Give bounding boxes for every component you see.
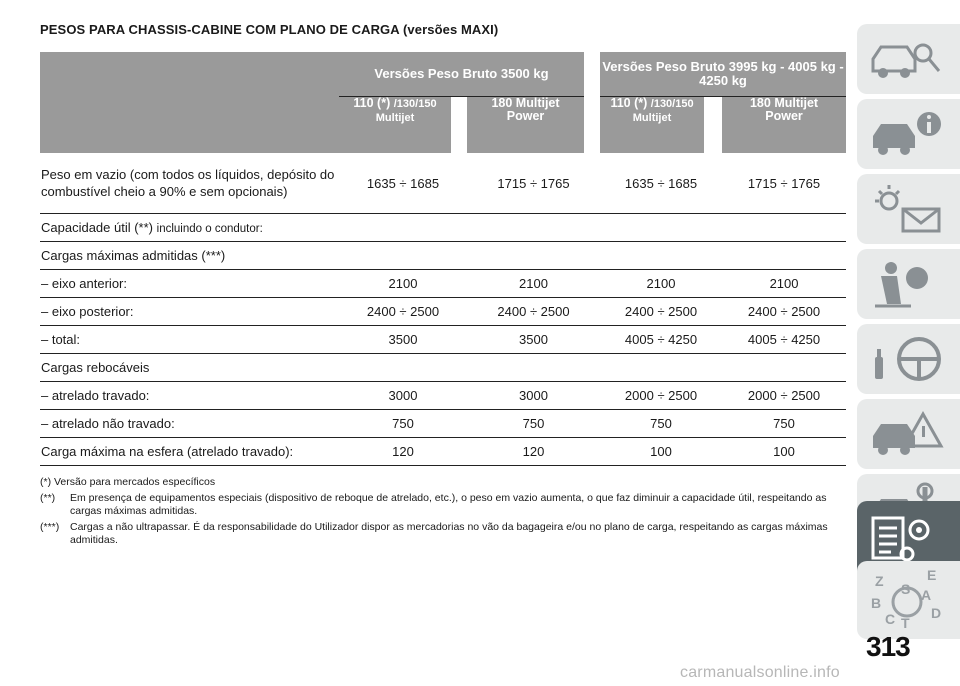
chapter-tab-warnings[interactable]: [857, 174, 960, 244]
car-warning-icon: [867, 406, 947, 462]
index-letter: A: [921, 587, 932, 603]
header-engine-col3: [600, 97, 704, 154]
index-letter: E: [927, 568, 937, 583]
footnote-mark: (***): [40, 520, 60, 533]
cell-value: 100: [722, 438, 846, 466]
index-letter: C: [885, 611, 896, 627]
cell-value: 3500: [467, 326, 600, 354]
cell-value: 1715 ÷ 1765: [722, 153, 846, 214]
row-label: – eixo posterior:: [40, 298, 339, 326]
steering-wheel-icon: [867, 331, 947, 387]
chapter-tab-driving[interactable]: [857, 324, 960, 394]
cell-value: 2400 ÷ 2500: [722, 298, 846, 326]
table-row: [40, 270, 846, 298]
chapter-tab-dashboard[interactable]: [857, 24, 960, 94]
table-row: [40, 438, 846, 466]
row-label: Cargas máximas admitidas (***): [40, 242, 846, 270]
warning-lights-icon: [867, 181, 947, 237]
cell-value: 3000: [467, 382, 600, 410]
cell-value: 2100: [339, 270, 467, 298]
footnote-mark: (**): [40, 491, 56, 504]
cell-value: 120: [339, 438, 467, 466]
cell-value: 2100: [722, 270, 846, 298]
row-label: – eixo anterior:: [40, 270, 339, 298]
cell-value: 2400 ÷ 2500: [600, 298, 722, 326]
header-engine-col2: [467, 97, 584, 154]
table-row: [40, 326, 846, 354]
page-number: 313: [866, 631, 910, 662]
engine-variant: Power: [765, 109, 803, 123]
cell-value: 1635 ÷ 1685: [339, 153, 467, 214]
index-letter: Z: [875, 573, 884, 589]
engine-variant: /130/150: [393, 98, 437, 110]
header-group-4250: Versões Peso Bruto 3995 kg - 4005 kg - 4250 kg: [600, 52, 846, 97]
page-title: PESOS PARA CHASSIS-CABINE COM PLANO DE CARGA (versões MAXI): [40, 22, 499, 37]
cell-value: 750: [600, 410, 722, 438]
header-gap: [704, 97, 722, 154]
footnote-text: Cargas a não ultrapassar. É da responsabilidade do Utilizador dispor as mercadorias no vão da bagageira e/ou no plano de carga, respeitando as cargas máximas admitidas.: [70, 520, 828, 546]
cell-value: 2100: [467, 270, 600, 298]
weights-table: [40, 52, 846, 466]
table-row: [40, 298, 846, 326]
table-row: [40, 153, 846, 214]
chapter-tab-info[interactable]: [857, 99, 960, 169]
cell-value: 1715 ÷ 1765: [467, 153, 600, 214]
cell-value: 2000 ÷ 2500: [722, 382, 846, 410]
row-label: Cargas rebocáveis: [40, 354, 846, 382]
cell-value: 750: [722, 410, 846, 438]
airbag-seat-icon: [867, 256, 947, 312]
table-row: [40, 354, 846, 382]
engine-label: 110 (*): [353, 96, 391, 110]
footnote-text: (*) Versão para mercados específicos: [40, 476, 216, 488]
row-label-main: Capacidade útil (**): [41, 220, 154, 235]
table-row: [40, 382, 846, 410]
cell-value: 750: [339, 410, 467, 438]
cell-value: 2100: [600, 270, 722, 298]
engine-variant: /130/150: [650, 98, 694, 110]
cell-value: 750: [467, 410, 600, 438]
row-label: [40, 214, 846, 242]
header-gap: [584, 52, 600, 97]
cell-value: 1635 ÷ 1685: [600, 153, 722, 214]
cell-value: 4005 ÷ 4250: [722, 326, 846, 354]
table-row: [40, 242, 846, 270]
header-engine-col1: [339, 97, 451, 154]
row-label: – atrelado não travado:: [40, 410, 339, 438]
chapter-tab-index[interactable]: [857, 561, 960, 639]
cell-value: 2400 ÷ 2500: [467, 298, 600, 326]
row-label: Peso em vazio (com todos os líquidos, depósito do combustível cheio a 90% e sem opcionais): [40, 153, 339, 214]
cell-value: 3500: [339, 326, 467, 354]
engine-label: 180 Multijet: [491, 96, 560, 110]
alphabet-index-icon: [867, 568, 953, 634]
cell-value: 3000: [339, 382, 467, 410]
table-row: [40, 410, 846, 438]
engine-label: 180 Multijet: [749, 96, 819, 110]
cell-value: 2000 ÷ 2500: [600, 382, 722, 410]
index-letter: D: [931, 605, 942, 621]
index-letter: B: [871, 595, 882, 611]
table-header-row: [40, 52, 846, 97]
cell-value: 100: [600, 438, 722, 466]
index-letter: T: [901, 615, 910, 631]
car-info-icon: [867, 106, 947, 162]
cell-value: 2400 ÷ 2500: [339, 298, 467, 326]
cell-value: 120: [467, 438, 600, 466]
header-gap: [451, 97, 467, 154]
footnote: [40, 476, 848, 490]
table-row: [40, 214, 846, 242]
engine-type: Multijet: [375, 112, 415, 124]
row-label-sub: incluindo o condutor:: [156, 223, 263, 235]
engine-label: 110 (*): [610, 96, 648, 110]
watermark: carmanualsonline.info: [680, 664, 840, 681]
engine-variant: Power: [506, 109, 545, 123]
row-label: – atrelado travado:: [40, 382, 339, 410]
footnote-text: Em presença de equipamentos especiais (dispositivo de reboque de atrelado, etc.), o peso em vazio aumenta, o que faz diminuir a capacidade útil, respeitando as cargas máximas admitidas.: [70, 491, 827, 517]
cell-value: 4005 ÷ 4250: [600, 326, 722, 354]
footnote: [40, 492, 848, 519]
header-gap: [584, 97, 600, 154]
row-label: Carga máxima na esfera (atrelado travado):: [40, 438, 339, 466]
engine-type: Multijet: [632, 112, 672, 124]
car-search-icon: [867, 31, 947, 87]
chapter-tab-safety[interactable]: [857, 249, 960, 319]
chapter-tab-emergency[interactable]: [857, 399, 960, 469]
row-label: – total:: [40, 326, 339, 354]
header-label-cell: [40, 52, 339, 153]
header-engine-col4: [722, 97, 846, 154]
footnote: [40, 521, 848, 548]
header-group-3500: Versões Peso Bruto 3500 kg: [339, 52, 584, 97]
footnotes: [40, 476, 848, 550]
index-letter: S: [901, 581, 911, 597]
